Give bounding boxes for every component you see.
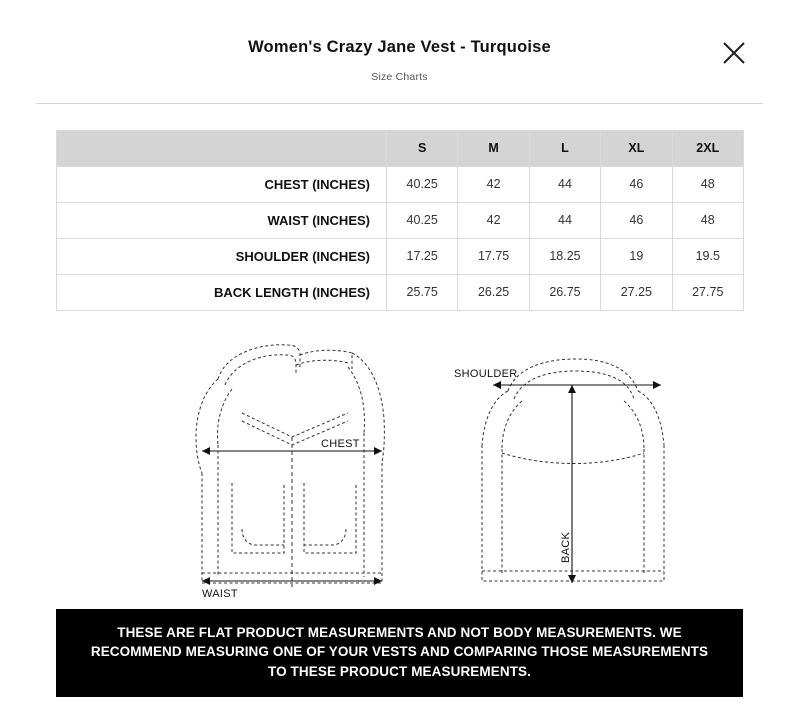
table-row [57,238,744,274]
cell-shoulder-xl: 19 [601,238,672,274]
cell-chest-m: 42 [458,166,529,202]
row-label-back-length: BACK LENGTH (INCHES) [57,274,387,310]
waist-label: WAIST [202,587,238,600]
close-icon[interactable] [721,40,747,66]
table-header [57,130,744,166]
cell-chest-s: 40.25 [387,166,458,202]
row-label-chest: CHEST (INCHES) [57,166,387,202]
cell-back-length-m: 26.25 [458,274,529,310]
cell-back-length-s: 25.75 [387,274,458,310]
column-header-m: M [458,130,529,166]
table-corner-cell [57,130,387,166]
table-row [57,274,744,310]
table-header-row [57,130,744,166]
column-header-l: L [529,130,600,166]
cell-back-length-l: 26.75 [529,274,600,310]
cell-waist-2xl: 48 [672,202,743,238]
column-header-xl: XL [601,130,672,166]
header-divider [36,103,763,104]
cell-shoulder-2xl: 19.5 [672,238,743,274]
page-title: Women's Crazy Jane Vest - Turquoise [248,38,551,56]
cell-waist-l: 44 [529,202,600,238]
cell-waist-s: 40.25 [387,202,458,238]
shoulder-label: SHOULDER [454,367,518,380]
chest-label: CHEST [321,437,360,450]
column-header-s: S [387,130,458,166]
table-row [57,202,744,238]
modal-header [0,0,799,83]
cell-chest-xl: 46 [601,166,672,202]
cell-waist-m: 42 [458,202,529,238]
cell-back-length-2xl: 27.75 [672,274,743,310]
cell-chest-l: 44 [529,166,600,202]
cell-waist-xl: 46 [601,202,672,238]
shoulder-measure-line [493,381,661,389]
back-label: BACK [560,531,572,563]
cell-back-length-xl: 27.25 [601,274,672,310]
modal-subtitle: Size Charts [371,70,428,83]
cell-shoulder-m: 17.75 [458,238,529,274]
cell-shoulder-l: 18.25 [529,238,600,274]
row-label-waist: WAIST (INCHES) [57,202,387,238]
vest-front-illustration [196,345,384,587]
measurement-diagram [56,333,743,603]
measurement-disclaimer: THESE ARE FLAT PRODUCT MEASUREMENTS AND NOT BODY MEASUREMENTS. WE RECOMMEND MEASURING ONE OF YOUR VESTS AND COMPARING THOSE MEASUREMENTS TO THESE PRODUCT MEASUREMENTS. [56,609,743,698]
table-row [57,166,744,202]
row-label-shoulder: SHOULDER (INCHES) [57,238,387,274]
cell-chest-2xl: 48 [672,166,743,202]
size-table [56,130,744,311]
size-table-container [56,130,743,311]
table-body [57,166,744,310]
cell-shoulder-s: 17.25 [387,238,458,274]
column-header-2xl: 2XL [672,130,743,166]
